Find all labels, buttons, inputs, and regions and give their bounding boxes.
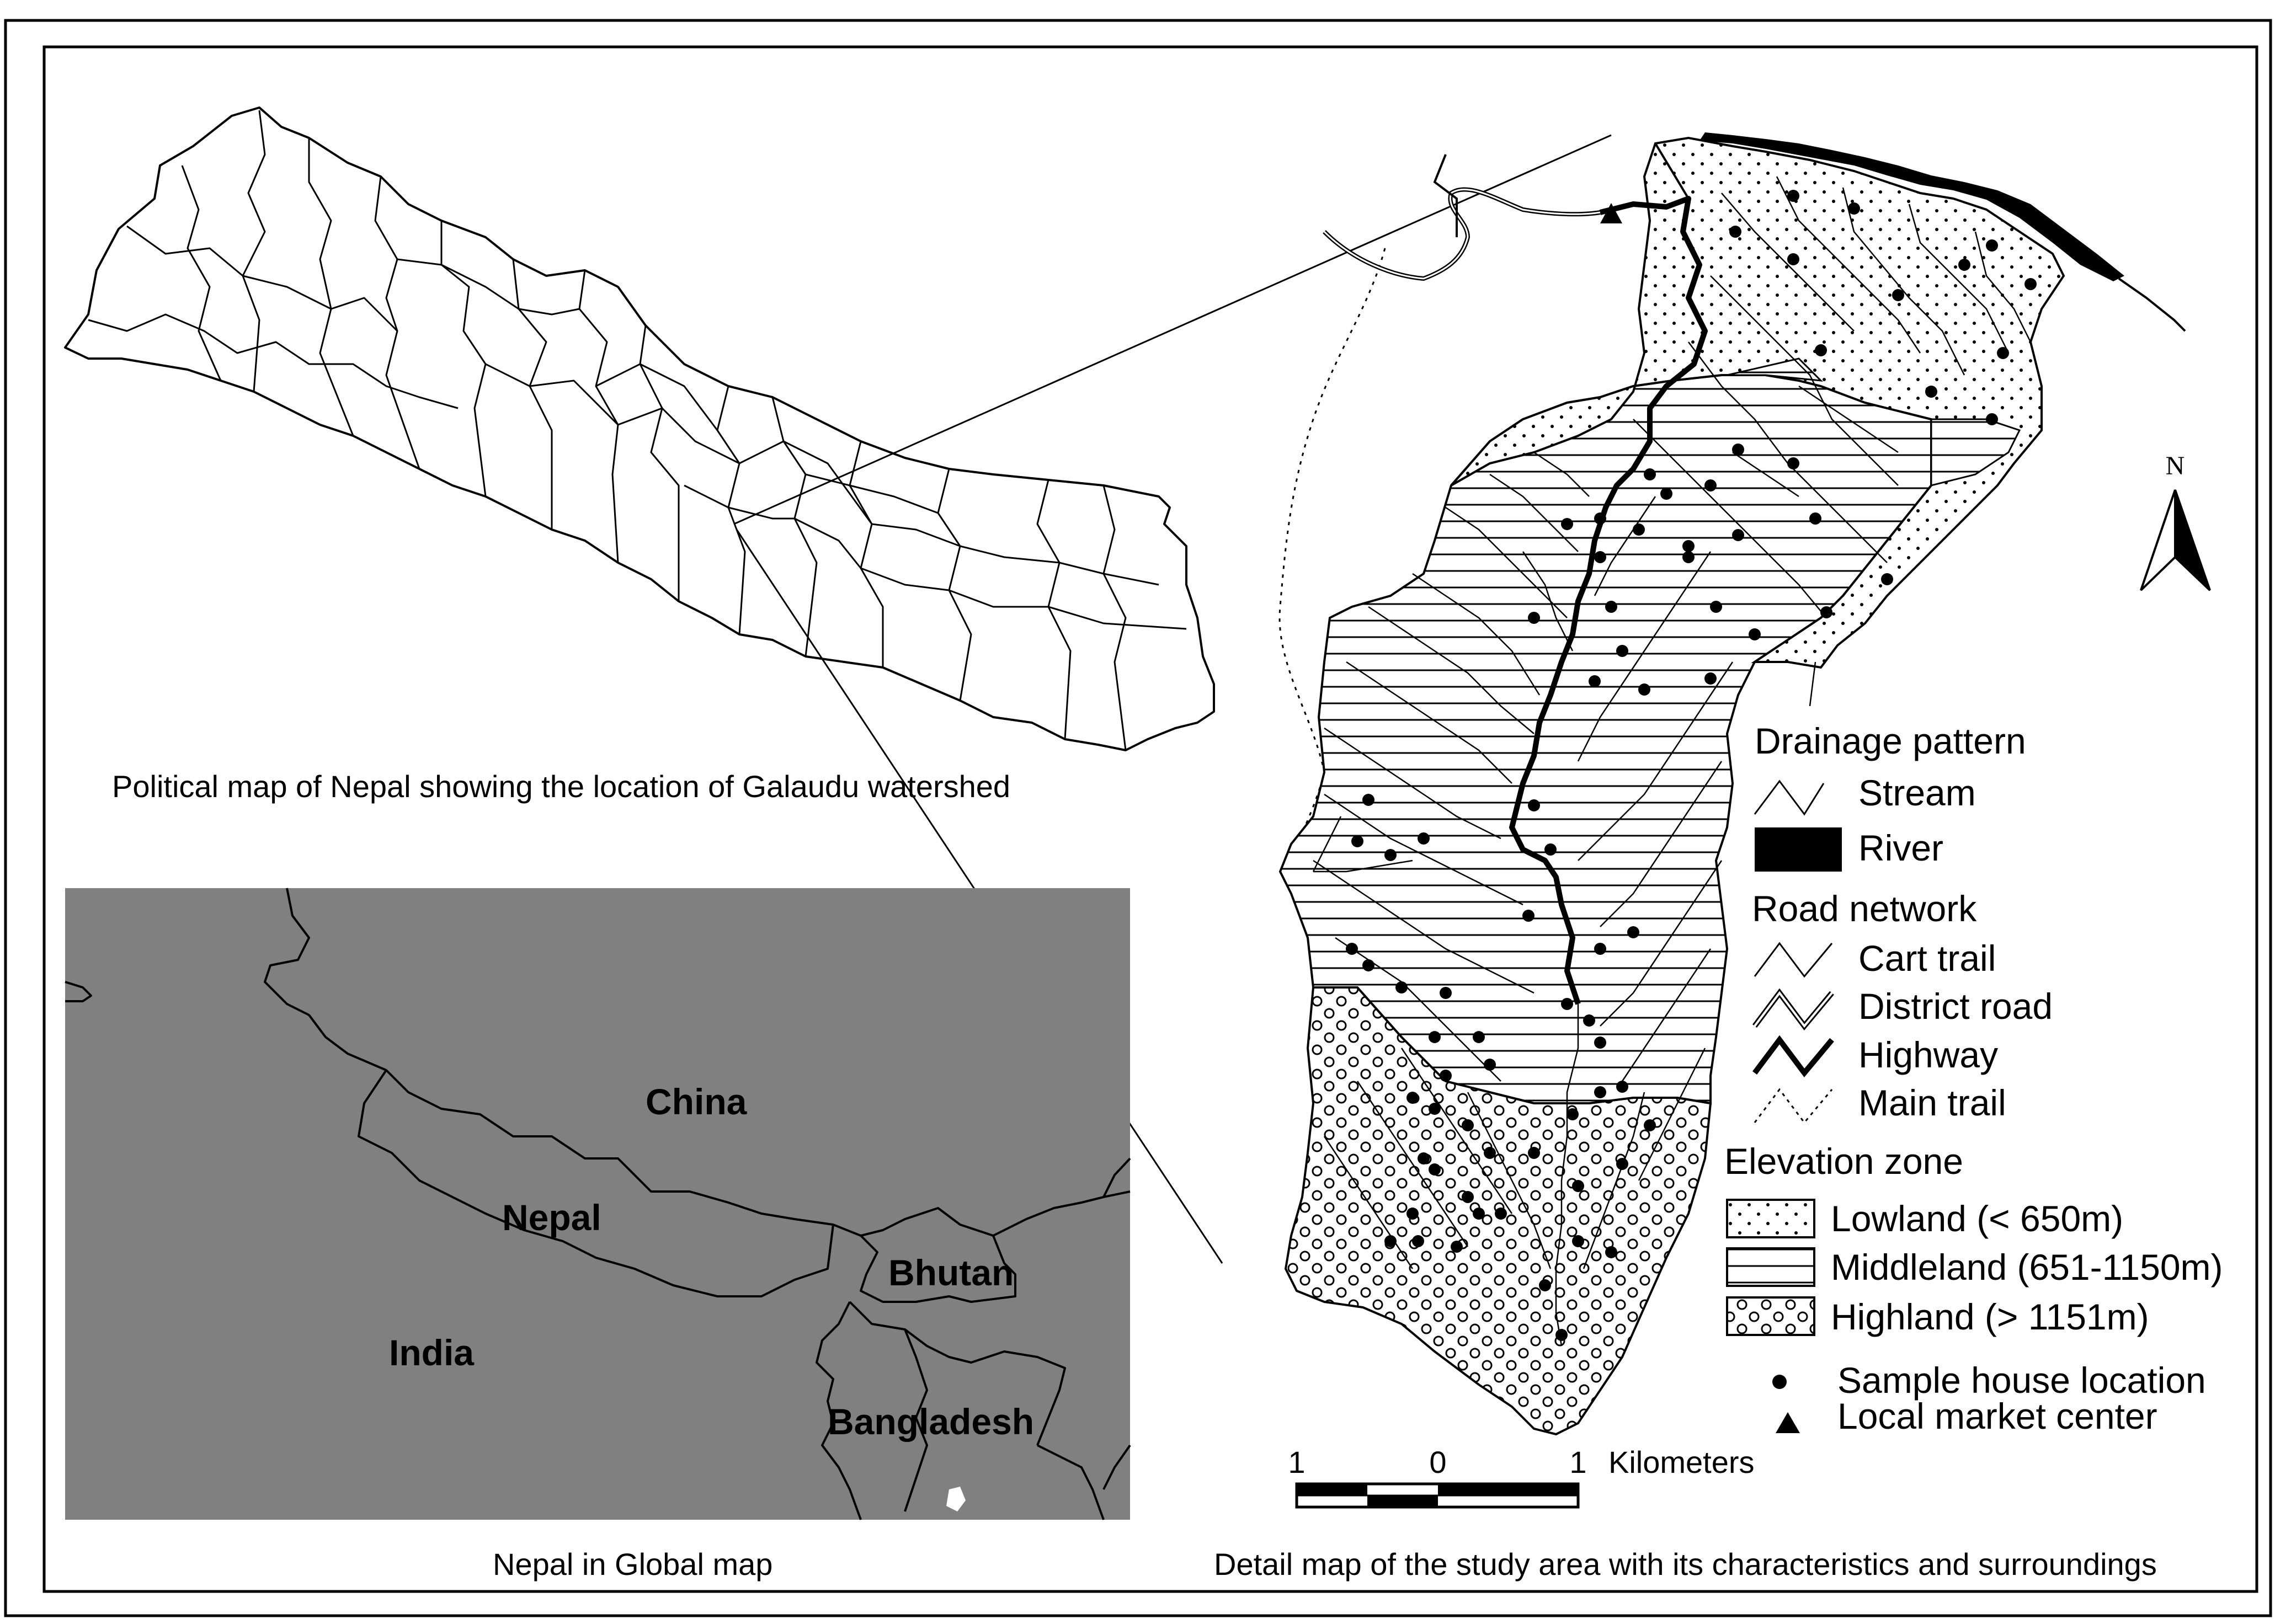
label-india: India (389, 1332, 475, 1373)
legend-title-elevation: Elevation zone (1724, 1141, 1963, 1182)
legend-local-market: Local market center (1837, 1396, 2157, 1436)
legend (1724, 720, 2223, 1436)
label-bhutan: Bhutan (888, 1252, 1014, 1293)
legend-highland: Highland (> 1151m) (1831, 1296, 2149, 1337)
caption-political-map: Political map of Nepal showing the location of Galaudu watershed (112, 769, 1011, 804)
highland-swatch (1727, 1297, 1814, 1335)
stream-symbol (1755, 781, 1824, 814)
middleland-swatch (1727, 1248, 1814, 1286)
scale-unit: Kilometers (1608, 1445, 1755, 1479)
local-market-symbol (1776, 1412, 1800, 1433)
legend-highway: Highway (1858, 1034, 1999, 1075)
label-nepal: Nepal (502, 1197, 601, 1238)
legend-district-road: District road (1858, 986, 2053, 1027)
cart-trail-symbol (1755, 943, 1832, 976)
legend-middleland: Middleland (651-1150m) (1831, 1247, 2223, 1288)
nepal-outline (65, 108, 1214, 750)
scale-tick-middle: 0 (1429, 1445, 1447, 1479)
legend-main-trail: Main trail (1858, 1082, 2006, 1123)
scale-tick-right: 1 (1569, 1445, 1587, 1479)
detail-map (1280, 132, 2185, 1434)
scale-bar (1297, 1484, 1578, 1507)
north-arrow (2141, 490, 2210, 590)
district-road (1324, 189, 1600, 279)
legend-lowland: Lowland (< 650m) (1831, 1198, 2124, 1239)
legend-river: River (1858, 827, 1944, 868)
legend-stream: Stream (1858, 772, 1976, 813)
legend-cart-trail: Cart trail (1858, 938, 1996, 979)
nepal-political-map (65, 108, 1214, 750)
highway-symbol (1755, 1040, 1832, 1073)
legend-title-roads: Road network (1752, 888, 1977, 929)
caption-detail-map: Detail map of the study area with its characteristics and surroundings (1214, 1547, 2157, 1582)
label-china: China (646, 1081, 747, 1122)
north-arrow-label: N (2165, 451, 2185, 480)
river-symbol (1755, 827, 1842, 872)
scale-tick-left: 1 (1288, 1445, 1306, 1479)
caption-global-map: Nepal in Global map (493, 1547, 773, 1582)
main-trail-symbol (1755, 1089, 1832, 1123)
sample-house-symbol (1772, 1375, 1787, 1389)
label-bangladesh: Bangladesh (828, 1401, 1035, 1442)
lowland-swatch (1727, 1200, 1814, 1237)
legend-sample-house: Sample house location (1837, 1360, 2206, 1401)
legend-title-drainage: Drainage pattern (1755, 720, 2026, 761)
